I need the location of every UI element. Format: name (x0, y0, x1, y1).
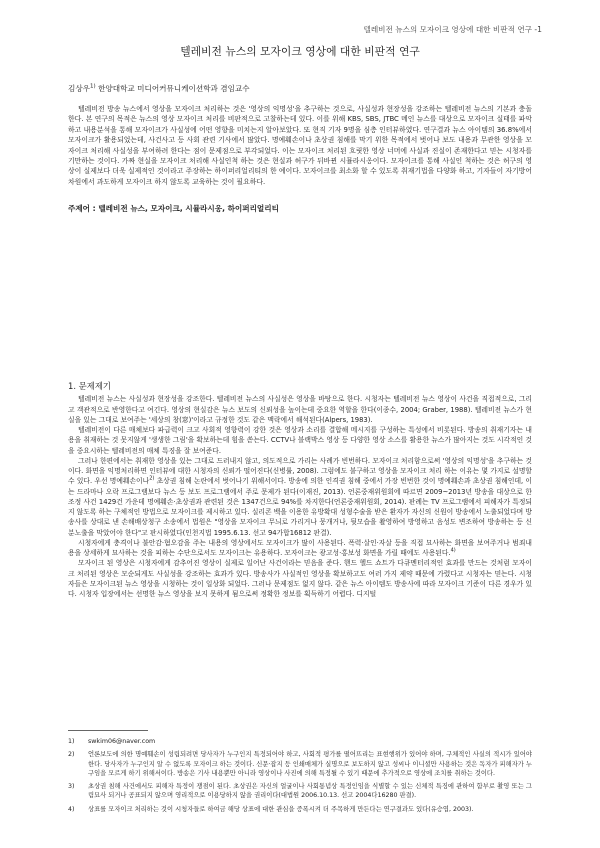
author-footnote-mark[interactable]: 1) (90, 83, 96, 90)
footnote-text: 언론보도에 의한 명예훼손이 성립되려면 당사자가 누구인지 특정되어야 하고, 사회적 평가를 떨어뜨리는 표현행위가 있어야 하며, 구체적인 사실의 적시가 있어야 한다. 당사자가 누구인지 알 수 없도록 모자이크 하는 것이다. 신문·잡지 등 인쇄매체가 실명으로 보도하지 않고 성씨나 이니셜만 사용하는 것은 독자가 피해자가 누구임을 모르게 하기 위해서이다. 방송은 기사 내용뿐만 아니라 영상이나 사진에 의해 특정될 수 있기 때문에 추가적으로 영상에 조치를 취하는 것이다. (88, 751, 532, 777)
paragraph: 시청자에게 충격이나 불안감·혐오감을 주는 내용의 영상에서도 모자이크가 많이 사용된다. 폭력·살인·자살 등을 직접 묘사하는 화면을 보여주거나 범죄내용을 상세하게 묘사하는 것을 피하는 수단으로서도 모자이크는 유용하다. 모자이크는 광고성·홍보성 화면을 가릴 때에도 사용된다.$^{4)}$ (68, 538, 532, 557)
footnote-email[interactable]: swkim06@naver.com (88, 738, 156, 745)
footnote-divider (68, 730, 148, 731)
footnote-text: 초상권 침해 사건에서도 피해자 특정이 쟁점이 된다. 초상권은 자신의 얼굴이나 사회통념상 특정인임을 식별할 수 있는 신체적 특징에 관하여 함부로 촬영 또는 그림묘사 되거나 공표되지 않으며 영리적으로 이용당하지 않을 권리이다(대법원 2006.10.13. 선고 2004다16280 판결). (88, 783, 532, 800)
footnotes (68, 730, 532, 818)
footnote-number: 2) (68, 751, 75, 759)
section-introduction (68, 380, 532, 599)
footnote (68, 782, 532, 801)
paragraph: 텔레비전이 다른 매체보다 파급력이 크고 사회적 영향력이 강한 것은 영상과 소리를 결합해 메시지를 구성하는 특성에서 비롯된다. 방송의 취재기자는 내용을 취재하는 것 못지않게 '생생한 그림'을 확보하는데 힘을 쏟는다. CCTV나 블랙박스 영상 등 다양한 영상 소스를 활용한 뉴스가 많아지는 것도 시각적인 것을 중요시하는 텔레비전의 매체 특징을 잘 보여준다. (68, 426, 532, 455)
footnote-number: 4) (68, 805, 75, 813)
paragraph: 모자이크 된 영상은 시청자에게 감추어진 영상이 실제로 일어난 사건이라는 믿음을 준다. 핸드 헬드 쇼트가 다큐멘터리적인 효과를 만드는 것처럼 모자이크 처리된 영상은 모순되게도 사실성을 강조하는 효과가 있다. 방송사가 사실적인 영상을 확보하고도 여러 가지 제약 때문에 가렸다고 시청자는 믿는다. 시청자들은 모자이크된 뉴스 영상을 시청하는 것이 일상화 되었다. 그러나 문제점도 없지 않다. 같은 뉴스 아이템도 방송사에 따라 모자이크 기준이 다른 경우가 있다. 시청자 입장에서는 선명한 뉴스 영상을 보지 못하게 됨으로써 정확한 정보를 획득하기 어렵다. 디지털 (68, 559, 532, 598)
abstract: 텔레비전 방송 뉴스에서 영상을 모자이크 처리하는 것은 '영상의 익명성'을 추구하는 것으로, 사실성과 현장성을 강조하는 텔레비전 뉴스의 기본과 충돌한다. 본 연구의 목적은 뉴스의 영상 모자이크 처리를 비판적으로 고찰하는데 있다. 이를 위해 KBS, SBS, JTBC 메인 뉴스를 대상으로 모자이크 실태를 파악하고 내용분석을 통해 모자이크가 사실성에 어떤 영향을 미치는지 알아보았다. 또 현직 기자 9명을 심층 인터뷰하였다. 연구결과 뉴스 아이템의 36.8%에서 모자이크가 활용되었는데, 사건사고 등 사회 관련 기사에서 많았다. 명예훼손이나 초상권 침해를 막기 위한 목적에서 벗어나 보도 내용과 무관한 영상을 모자이크 처리해 사실성을 부여하려 한다는 점이 문제점으로 부각되었다. 이는 모자이크 처리된 흐릿한 영상 너머에 사실과 진실이 존재한다고 믿는 시청자를 기만하는 것이다. 가짜 현실을 모자이크 처리해 사실인척 하는 것은 현실과 허구가 뒤바뀐 시뮬라시옹이다. 모자이크를 통해 사실인 척하는 것은 허구의 영상이 실제보다 더욱 실제적인 것이라고 주장하는 하이퍼리얼리티의 한 예이다. 모자이크를 최소화 할 수 있도록 취재기법을 다양화 하고, 기자들이 자기방어 차원에서 과도하게 모자이크 하지 않도록 교육하는 것이 필요하다. (68, 105, 532, 186)
footnote (68, 737, 532, 746)
footnote-ref[interactable]: 4) (450, 547, 456, 554)
paragraph: 그러나 한편에서는 취재한 영상을 있는 그대로 드러내지 않고, 의도적으로 가리는 사례가 빈번하다. 모자이크 처리함으로써 '영상의 익명성'을 추구하는 것이다. 화면을 익명처리하면 인터뷰에 대한 시청자의 신뢰가 떨어진다(신병률, 2008). 그럼에도 불구하고 영상을 모자이크 처리 하는 이유는 몇 가지로 설명할 수 있다. 우선 명예훼손이나$^{2)}$ 초상권 침해 논란에서 벗어나기 위해서이다. 방송에 의한 인격권 침해 중에서 가장 빈번한 것이 명예훼손과 초상권 침해인데, 이는 드라마나 오락 프로그램보다 뉴스 등 보도 프로그램에서 주로 문제가 된다(이재진, 2013). 언론중재위원회에 따르면 2009~2013년 방송을 대상으로 한 조정 사건 1429건 가운데 명예훼손·초상권과 관련된 것은 1347건으로 94%를 차지한다(언론중재위원회, 2014). 판례는 TV 프로그램에서 피해자가 특정되지 않도록 하는 구체적인 방법으로 모자이크를 제시하고 있다. 실리콘 백을 이용한 유방확대 성형수술을 받은 환자가 자신의 신원이 방송에서 노출되었다며 방송사를 상대로 낸 손해배상청구 소송에서 법원은 "영상을 모자이크 무늬로 가리거나 뭉개거나, 뒷모습을 촬영하여 방영하고 음성도 변조하여 방송하는 등 신분노출을 막았어야 한다"고 판시하였다(인천지법 1995.6.13. 선고 94가합16812 판결). (68, 456, 532, 537)
section-body (68, 394, 532, 599)
paragraph: 텔레비전 뉴스는 사실성과 현장성을 강조한다. 텔레비전 뉴스의 사실성은 영상을 바탕으로 한다. 시청자는 텔레비전 뉴스 영상이 사건을 직접적으로, 그리고 객관적으로 반영한다고 여긴다. 영상의 현실감은 뉴스 보도의 신뢰성을 높이는데 중요한 역할을 한다(이종수, 2004; Graber, 1988). 텔레비전 뉴스가 현실을 있는 그대로 보여주는 '세상의 창(窓)'이라고 규정한 것도 같은 맥락에서 해석된다(Alpers, 1983). (68, 395, 532, 424)
footnote-text: 상표를 모자이크 처리하는 것이 시청자들로 하여금 해당 상표에 대한 관심을 증폭시켜 더 주목하게 만든다는 연구결과도 있다(유승엽, 2003). (88, 805, 474, 813)
footnote-number: 3) (68, 783, 75, 791)
footnote (68, 805, 532, 814)
author-affiliation: 한양대학교 미디어커뮤니케이션학과 겸임교수 (95, 84, 250, 93)
section-heading: 1. 문제제기 (68, 381, 112, 392)
author-name: 김상우 (68, 84, 91, 93)
running-header: 텔레비전 뉴스의 모자이크 영상에 대한 비판적 연구 -1 (363, 25, 542, 34)
author-line (68, 83, 532, 94)
footnote (68, 750, 532, 778)
paper-title: 텔레비전 뉴스의 모자이크 영상에 대한 비판적 연구 (180, 45, 420, 58)
footnote-ref[interactable]: 2) (149, 475, 155, 482)
keywords: 주제어 : 텔레비전 뉴스, 모자이크, 시뮬라시옹, 하이퍼리얼리티 (68, 204, 279, 214)
footnote-number: 1) (68, 738, 75, 745)
